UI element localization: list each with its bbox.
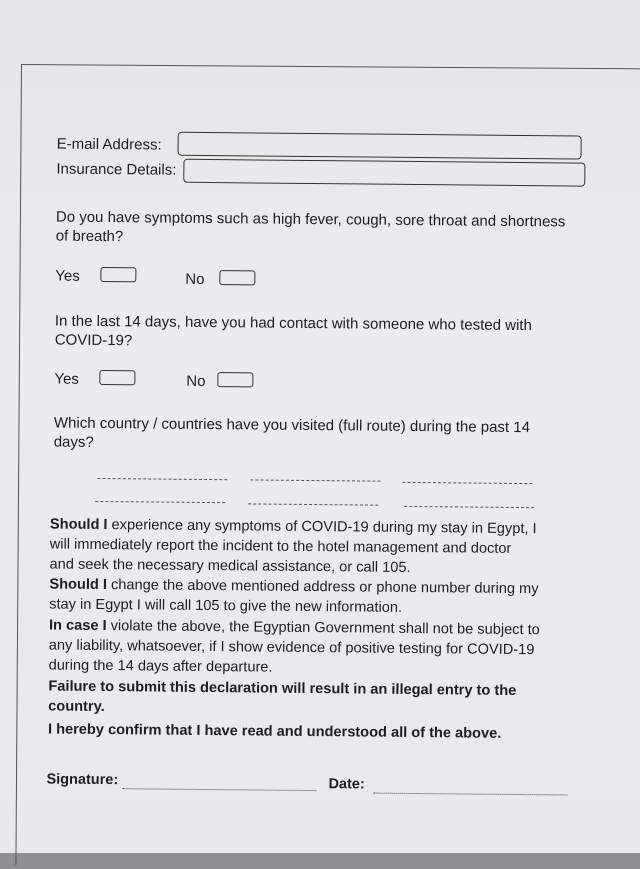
country-line-1[interactable]	[97, 478, 227, 480]
declaration-p4-line2: country.	[48, 698, 105, 716]
insurance-field[interactable]	[183, 159, 585, 187]
q2-no-label: No	[186, 372, 206, 390]
declaration-p3-line2: any liability, whatsoever, if I show evidence of positive testing for COVID-19	[48, 637, 535, 659]
email-field[interactable]	[178, 132, 582, 160]
country-line-6[interactable]	[404, 506, 534, 508]
declaration-p1-line1: Should I experience any symptoms of COVID-19 during my stay in Egypt, I	[49, 516, 537, 538]
q2-text-line2: COVID-19?	[54, 331, 133, 350]
q1-yes-checkbox[interactable]	[100, 267, 136, 282]
q1-yes-label: Yes	[55, 267, 80, 285]
q3-text-line2: days?	[53, 433, 94, 451]
country-line-3[interactable]	[402, 482, 532, 484]
q3-text-line1: Which country / countries have you visited (full route) during the past 14	[53, 414, 531, 437]
q1-text-line1: Do you have symptoms such as high fever, cough, sore throat and shortness	[55, 208, 566, 231]
country-line-4[interactable]	[95, 501, 225, 503]
email-label: E-mail Address:	[56, 135, 162, 154]
q1-no-checkbox[interactable]	[219, 270, 255, 285]
country-line-2[interactable]	[250, 479, 380, 481]
q1-no-label: No	[185, 270, 205, 288]
q2-text-line1: In the last 14 days, have you had contact with someone who tested with	[54, 312, 532, 335]
declaration-p3-line1: In case I violate the above, the Egyptian Government shall not be subject to	[48, 617, 540, 639]
declaration-p3-line3: during the 14 days after departure.	[48, 657, 273, 676]
declaration-p2-line2: stay in Egypt I will call 105 to give the new information.	[49, 596, 403, 616]
signature-line[interactable]	[122, 788, 316, 791]
q2-yes-checkbox[interactable]	[99, 370, 135, 385]
signature-label: Signature:	[46, 771, 119, 789]
declaration-p1-line2: will immediately report the incident to the hotel management and doctor	[49, 536, 512, 557]
date-line[interactable]	[373, 793, 567, 796]
declaration-confirm: I hereby confirm that I have read and understood all of the above.	[47, 721, 502, 742]
declaration-p1-line3: and seek the necessary medical assistance, or call 105.	[49, 556, 411, 576]
q1-text-line2: of breath?	[55, 227, 124, 246]
country-line-5[interactable]	[248, 503, 378, 505]
declaration-p2-line1: Should I change the above mentioned address or phone number during my	[49, 576, 539, 598]
q2-no-checkbox[interactable]	[217, 372, 253, 387]
declaration-p4-line1: Failure to submit this declaration will result in an illegal entry to the	[48, 678, 517, 699]
date-label: Date:	[328, 776, 365, 793]
insurance-label: Insurance Details:	[56, 160, 177, 179]
q2-yes-label: Yes	[54, 370, 79, 388]
